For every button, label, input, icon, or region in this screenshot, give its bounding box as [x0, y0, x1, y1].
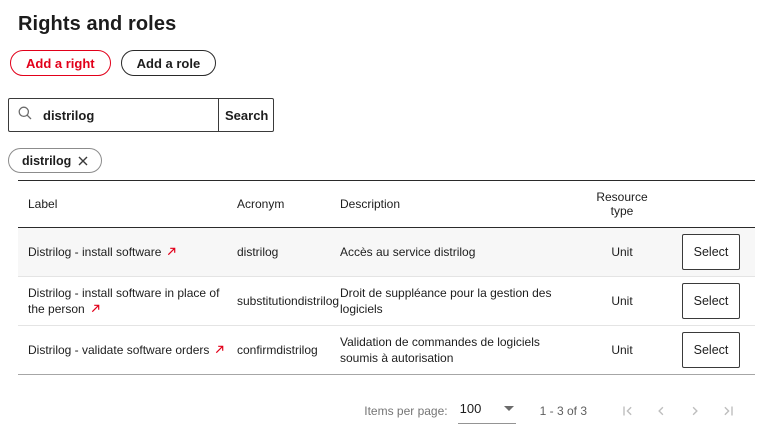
- table-row: [18, 228, 755, 277]
- search-icon: [17, 105, 33, 126]
- description-cell: Accès au service distrilog: [340, 228, 574, 277]
- resource-type-cell: Unit: [574, 326, 670, 375]
- items-per-page-label: Items per page:: [364, 404, 448, 418]
- external-link-icon[interactable]: [166, 245, 177, 261]
- column-header-actions: [670, 181, 755, 228]
- table-row: [18, 277, 755, 326]
- label-cell: Distrilog - install software: [18, 228, 237, 277]
- search-bar: [8, 98, 755, 132]
- last-page-icon: [720, 408, 738, 423]
- previous-page-button[interactable]: [651, 402, 671, 420]
- page-title: Rights and roles: [18, 13, 177, 35]
- close-icon[interactable]: [78, 156, 88, 166]
- actions-cell: [670, 326, 755, 375]
- acronym-cell: substitutiondistrilog: [237, 277, 340, 326]
- description-cell: Droit de suppléance pour la gestion des logiciels: [340, 277, 574, 326]
- page-nav: [617, 402, 739, 420]
- external-link-icon[interactable]: [214, 343, 225, 359]
- search-field-wrapper: [8, 98, 219, 132]
- table-header-row: [18, 181, 755, 228]
- column-header-acronym: Acronym: [237, 181, 340, 228]
- select-button[interactable]: Select: [682, 234, 740, 270]
- external-link-icon[interactable]: [90, 302, 101, 318]
- first-page-button[interactable]: [617, 402, 637, 420]
- actions-cell: [670, 277, 755, 326]
- chevron-left-icon: [652, 408, 670, 423]
- select-button[interactable]: Select: [682, 283, 740, 319]
- search-input[interactable]: [41, 107, 210, 124]
- next-page-button[interactable]: [685, 402, 705, 420]
- resource-type-cell: Unit: [574, 228, 670, 277]
- items-per-page-value: 100: [459, 400, 482, 416]
- results-table: [18, 180, 755, 375]
- actions-cell: [670, 228, 755, 277]
- last-page-button[interactable]: [719, 402, 739, 420]
- resource-type-cell: Unit: [574, 277, 670, 326]
- acronym-cell: confirmdistrilog: [237, 326, 340, 375]
- acronym-cell: distrilog: [237, 228, 340, 277]
- column-header-description: Description: [340, 181, 574, 228]
- page-range-label: 1 - 3 of 3: [539, 404, 587, 418]
- paginator: [8, 395, 739, 427]
- column-header-resource-type: Resource type: [574, 181, 670, 228]
- search-button[interactable]: Search: [218, 98, 274, 132]
- active-filters: [8, 148, 755, 173]
- items-per-page-select[interactable]: [458, 399, 516, 424]
- add-right-button[interactable]: Add a right: [10, 50, 111, 76]
- dropdown-arrow-icon: [504, 406, 514, 411]
- description-cell: Validation de commandes de logiciels soumis à autorisation: [340, 326, 574, 375]
- column-header-label: Label: [18, 181, 237, 228]
- action-buttons: [10, 50, 755, 76]
- filter-chip-label: distrilog: [22, 153, 72, 168]
- table-row: [18, 326, 755, 375]
- filter-chip: [8, 148, 102, 173]
- chevron-right-icon: [686, 408, 704, 423]
- first-page-icon: [618, 408, 636, 423]
- select-button[interactable]: Select: [682, 332, 740, 368]
- label-cell: Distrilog - validate software orders: [18, 326, 237, 375]
- label-cell: Distrilog - install software in place of the person: [18, 277, 237, 326]
- add-role-button[interactable]: Add a role: [121, 50, 217, 76]
